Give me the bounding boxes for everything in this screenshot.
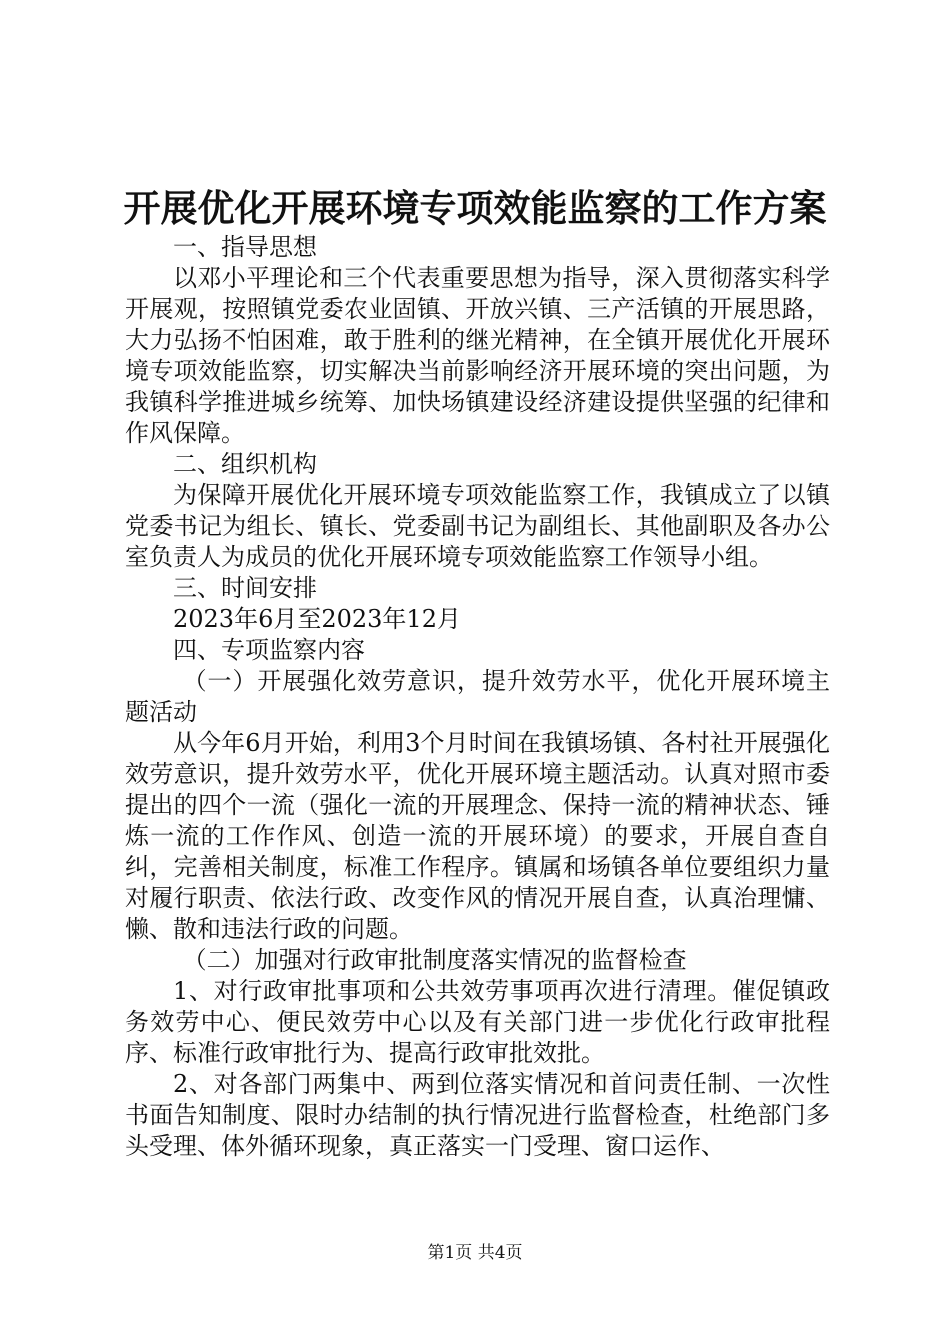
paragraph-approval-item-2: 2、对各部门两集中、两到位落实情况和首问责任制、一次性书面告知制度、限时办结制的执行情况进行监督检查，杜绝部门多头受理、体外循环现象，真正落实一门受理、窗口运作、 xyxy=(125,1070,830,1160)
paragraph-service-awareness: 从今年6月开始，利用3个月时间在我镇场镇、各村社开展强化效劳意识，提升效劳水平，优化开展环境主题活动。认真对照市委提出的四个一流（强化一流的开展理念、保持一流的精神状态、锤炼一流的工作作风、创造一流的开展环境）的要求，开展自查自纠，完善相关制度，标准工作程序。镇属和场镇各单位要组织力量对履行职责、依法行政、改变作风的情况开展自查，认真治理慵、懒、散和违法行政的问题。 xyxy=(125,729,830,943)
section-heading-organization: 二、组织机构 xyxy=(173,450,317,478)
paragraph-approval-item-1: 1、对行政审批事项和公共效劳事项再次进行清理。催促镇政务效劳中心、便民效劳中心以及有关部门进一步优化行政审批程序、标准行政审批行为、提高行政审批效批。 xyxy=(125,977,830,1067)
paragraph-schedule: 2023年6月至2023年12月 xyxy=(173,605,461,633)
paragraph-organization: 为保障开展优化开展环境专项效能监察工作，我镇成立了以镇党委书记为组长、镇长、党委副书记为副组长、其他副职及各办公室负责人为成员的优化开展环境专项效能监察工作领导小组。 xyxy=(125,481,830,571)
document-body xyxy=(125,232,830,1162)
subheading-administrative-approval: （二）加强对行政审批制度落实情况的监督检查 xyxy=(182,946,687,974)
paragraph-guiding-ideology: 以邓小平理论和三个代表重要思想为指导，深入贯彻落实科学开展观，按照镇党委农业固镇、开放兴镇、三产活镇的开展思路，大力弘扬不怕困难，敢于胜利的继光精神，在全镇开展优化开展环境专项效能监察，切实解决当前影响经济开展环境的突出问题，为我镇科学推进城乡统筹、加快场镇建设经济建设提供坚强的纪律和作风保障。 xyxy=(125,264,830,447)
page-number-footer: 第1页 共4页 xyxy=(427,1243,523,1263)
section-heading-guiding-ideology: 一、指导思想 xyxy=(173,233,317,261)
section-heading-supervision-content: 四、专项监察内容 xyxy=(173,636,365,664)
section-heading-schedule: 三、时间安排 xyxy=(173,574,317,602)
document-title: 开展优化开展环境专项效能监察的工作方案 xyxy=(123,186,827,230)
subheading-service-awareness: （一）开展强化效劳意识，提升效劳水平，优化开展环境主题活动 xyxy=(125,667,830,726)
